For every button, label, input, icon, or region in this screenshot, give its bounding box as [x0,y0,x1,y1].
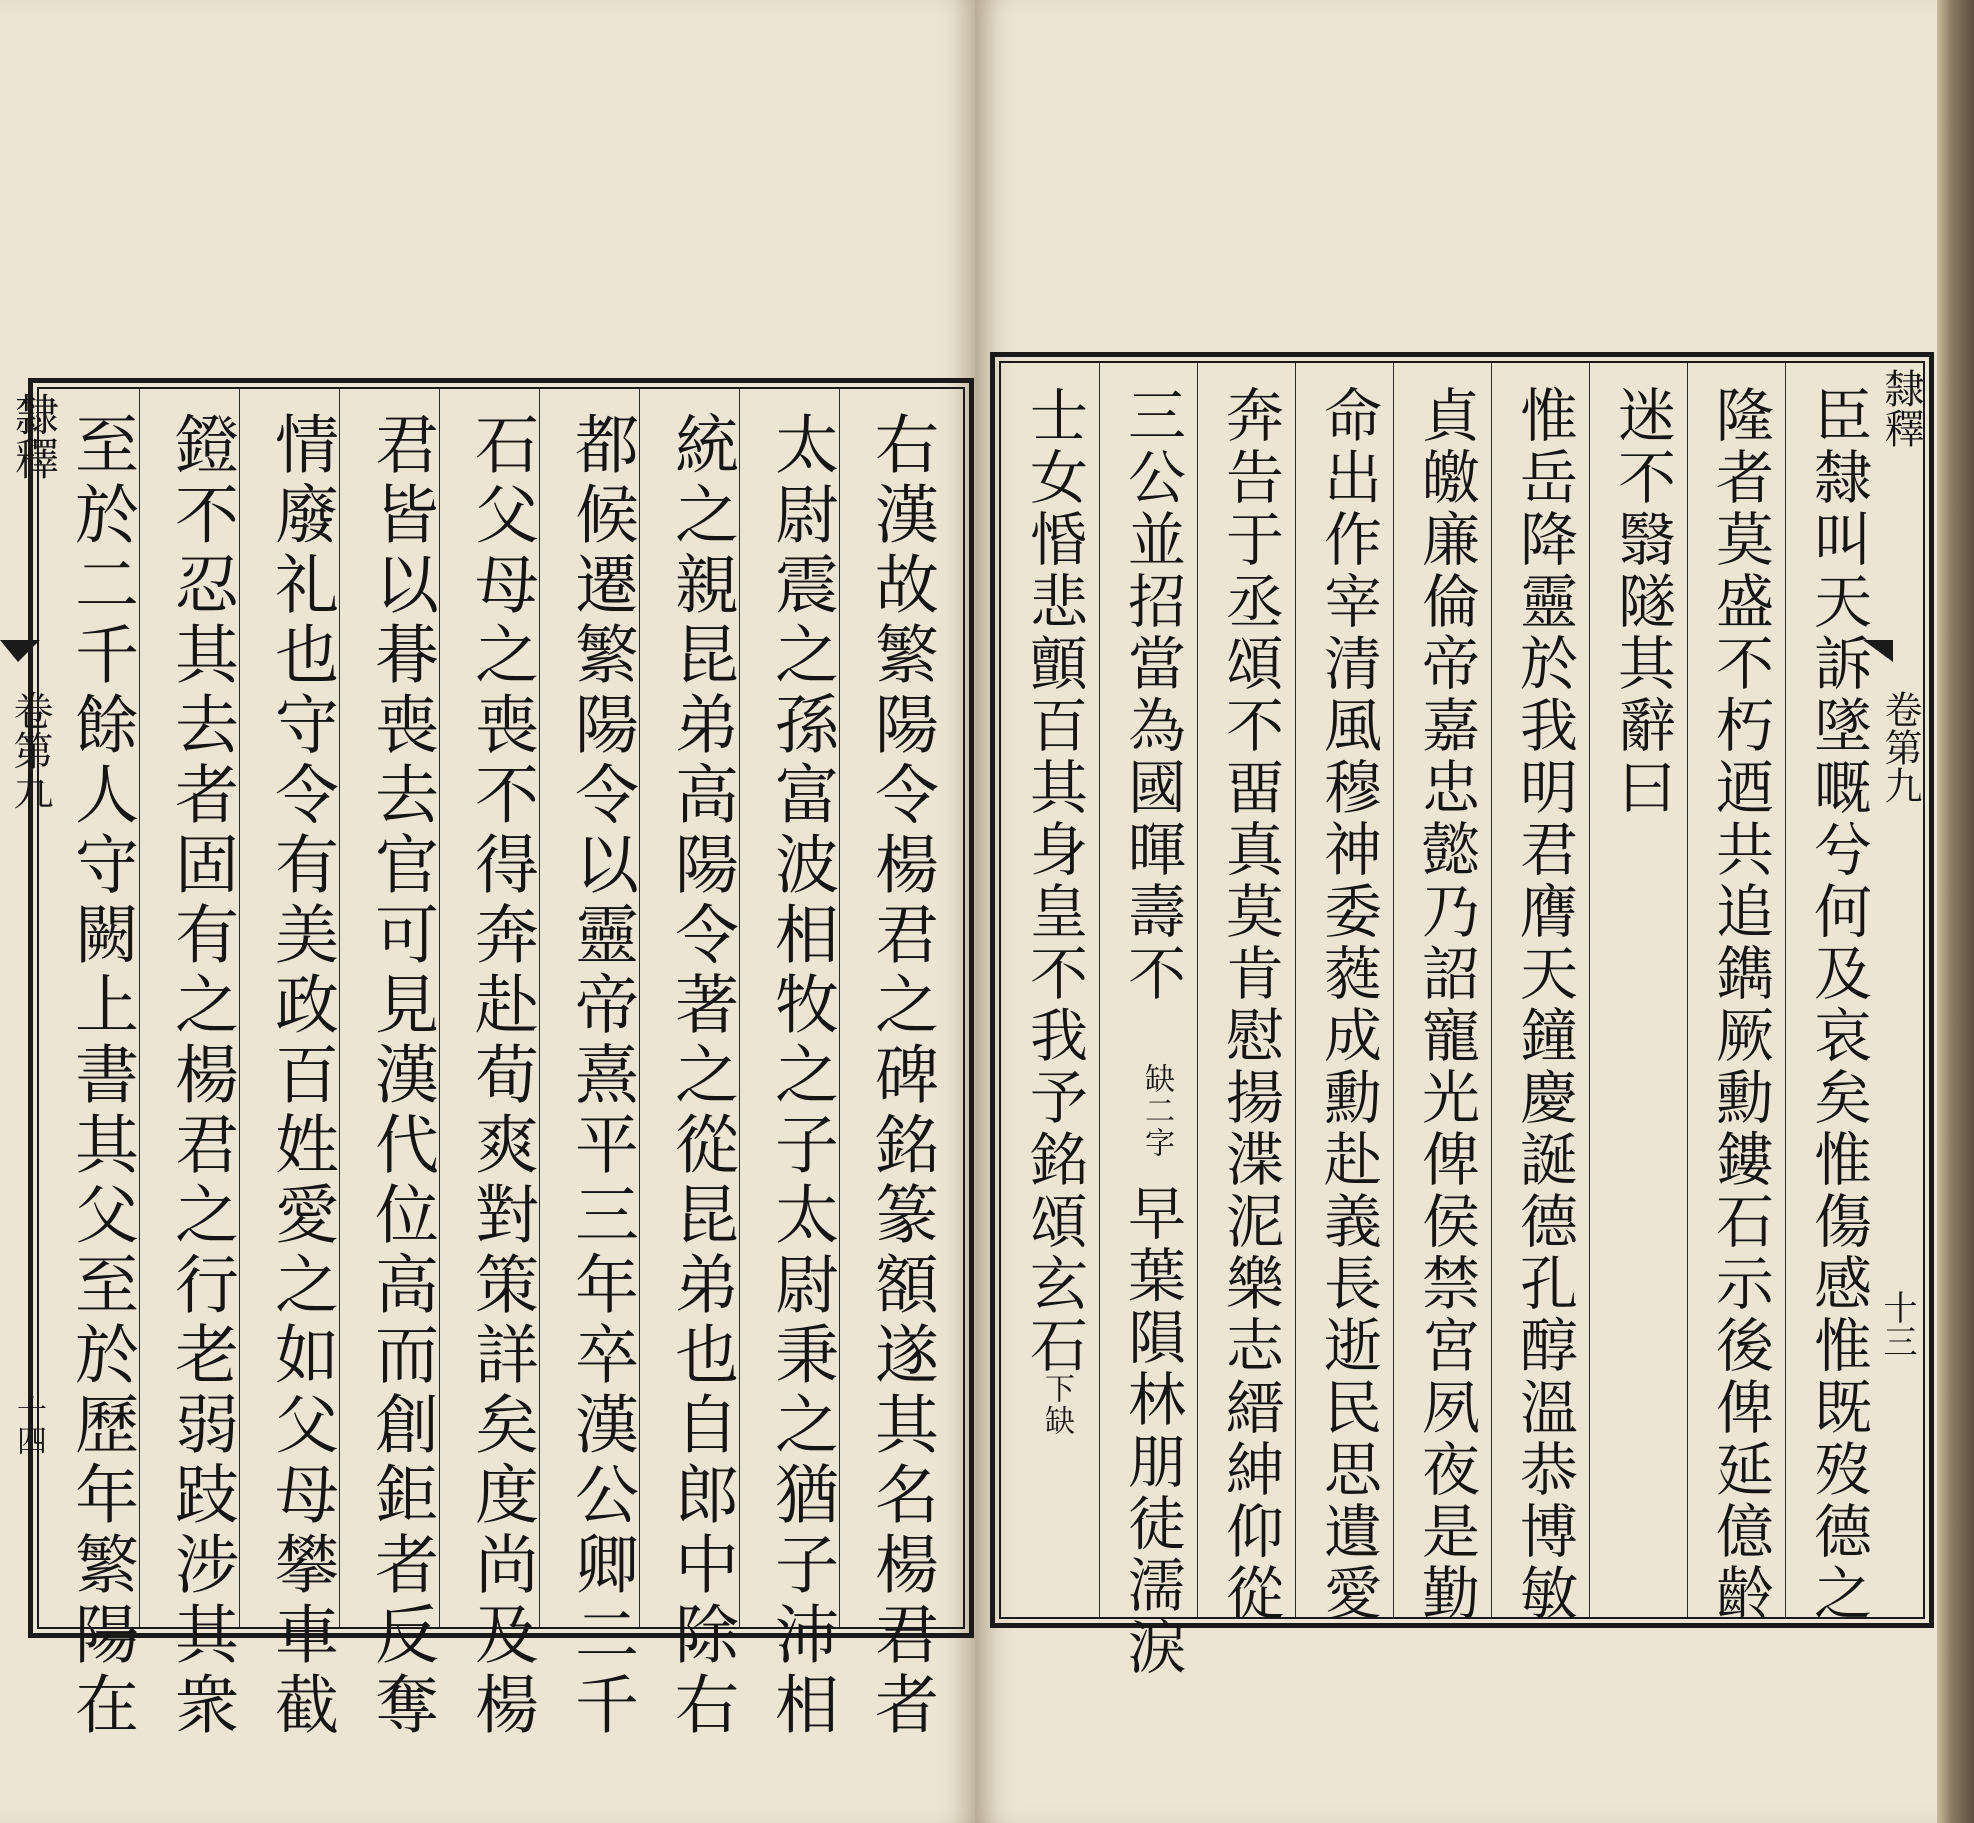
text-column: 奔告于丞頌不畱真莫肯慰揚渫泥樂志縉紳仰從 [1216,385,1284,1625]
text-column: 貞皦廉倫帝嘉忠懿乃詔寵光俾侯禁宮夙夜是勤 [1412,385,1480,1625]
column-rule [1197,363,1198,1617]
column-rule [1687,363,1688,1617]
book-edge-shadow [1937,0,1974,1823]
text-column: 三公並招當為國暉壽不 [1118,385,1186,1005]
left-page-inner-border [37,387,965,1741]
lacuna-note: 缺二字 [1139,1063,1174,1159]
text-column: 迷不翳隧其辭曰 [1608,385,1676,819]
volume-label-margin: 卷第九 [7,690,53,810]
column-rule [239,389,240,1627]
column-rule [139,389,140,1627]
column-rule [1099,363,1100,1617]
text-column: 太尉震之孫富波相牧之子太尉秉之猶子沛相 [764,411,838,1741]
text-column: 早葉隕林朋徒濡淚 [1118,1183,1186,1679]
book-title-margin: 隸釋 [1878,368,1924,448]
text-column: 統之親昆弟高陽令著之從昆弟也自郎中除右 [664,411,738,1741]
column-rule [1393,363,1394,1617]
text-column: 石父母之喪不得奔赴荀爽對策詳矣度尚及楊 [464,411,538,1741]
column-rule [839,389,840,1627]
text-column: 臣隸叫天訴墜嘅兮何及哀矣惟傷感惟既歿德之 [1804,385,1872,1625]
right-page [975,0,1937,1823]
right-page-frame [990,352,1934,1679]
column-rule [339,389,340,1627]
volume-label-margin: 卷第九 [1878,690,1922,804]
text-column: 士女惛悲顫百其身皇不我予銘頌玄石 [1020,385,1088,1377]
left-page-frame [28,378,974,1741]
folio-number: 十三 [1877,1290,1917,1358]
text-column: 至於二千餘人守闕上書其父至於歷年繁陽在 [64,411,138,1741]
fishtail-mark [1863,640,1893,684]
column-rule [1491,363,1492,1617]
text-column: 右漢故繁陽令楊君之碑銘篆額遂其名楊君者 [864,411,938,1741]
column-rule [439,389,440,1627]
left-page [0,0,975,1823]
text-column: 命出作宰清風穆神委蕤成勳赴義長逝民思遺愛 [1314,385,1382,1625]
text-column: 都候遷繁陽令以靈帝熹平三年卒漢公卿二千 [564,411,638,1741]
text-column: 隆者莫盛不朽迺共追鐫厥勳鏤石示後俾延億齡 [1706,385,1774,1625]
text-column: 惟岳降靈於我明君膺天鐘慶誕德孔醇溫恭博敏 [1510,385,1578,1625]
text-column: 情廢礼也守令有美政百姓愛之如父母攀車截 [264,411,338,1741]
lacuna-note: 下缺 [1039,1373,1074,1437]
book-title-margin: 隸釋 [7,392,58,480]
column-rule [1295,363,1296,1617]
column-rule [1589,363,1590,1617]
fishtail-mark [0,640,40,684]
folio-number: 十四 [11,1395,46,1455]
text-column: 鐙不忍其去者固有之楊君之行老弱跂涉其衆 [164,411,238,1741]
column-rule [539,389,540,1627]
column-rule [1785,363,1786,1617]
column-rule [739,389,740,1627]
text-column: 君皆以朞喪去官可見漢代位高而創鉅者反奪 [364,411,438,1741]
right-page-inner-border [999,361,1925,1679]
column-rule [639,389,640,1627]
